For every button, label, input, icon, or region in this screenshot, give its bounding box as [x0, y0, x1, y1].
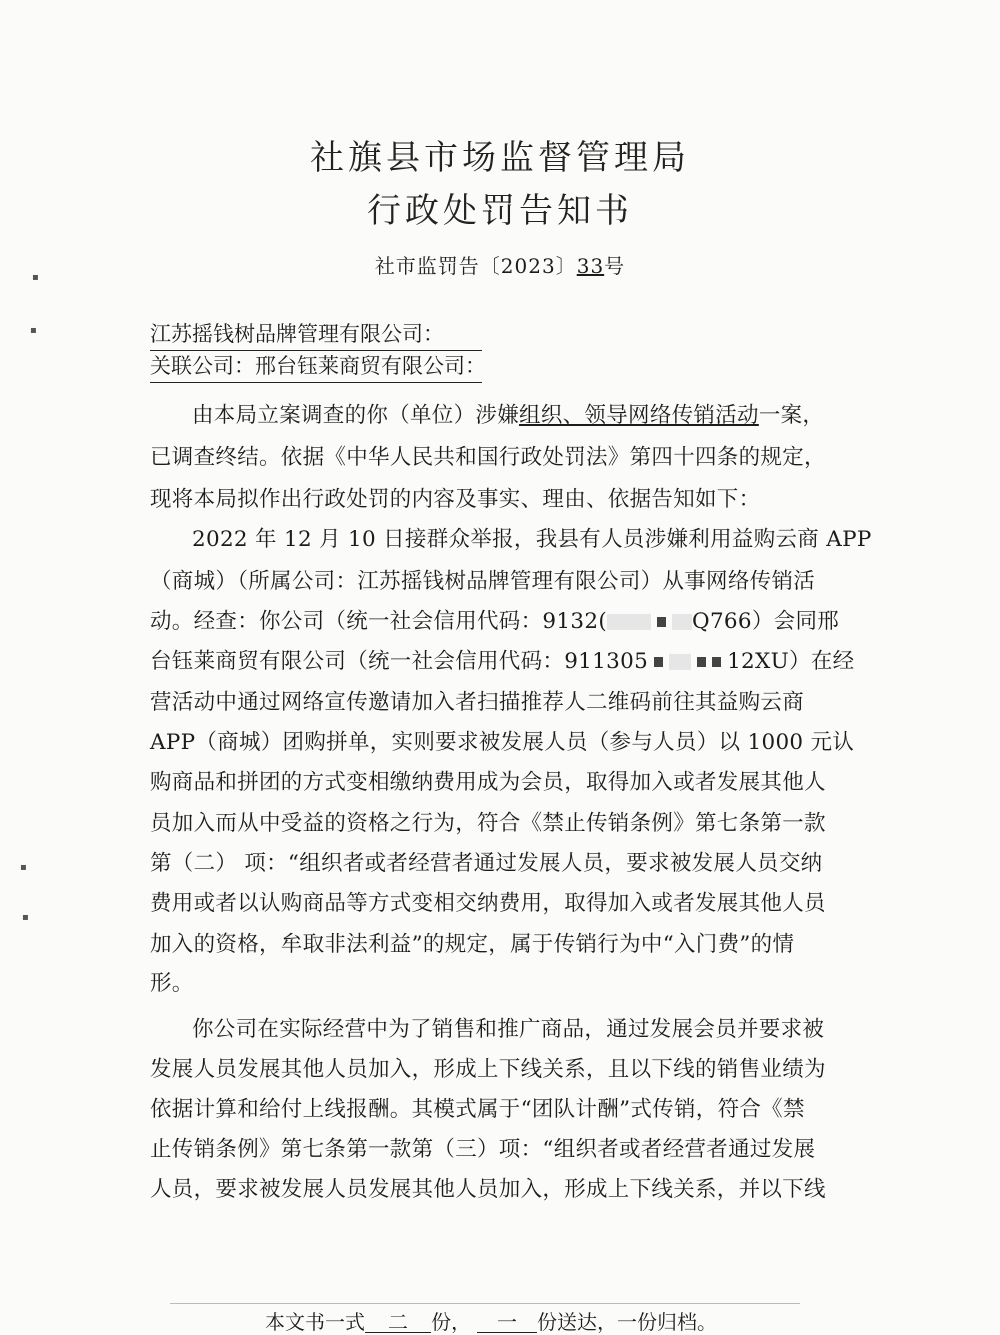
paragraph-2-line-10: 费用或者以认购商品等方式变相交纳费用，取得加入或者发展其他人员: [150, 891, 826, 916]
paragraph-2-line-2: （商城）（所属公司：江苏摇钱树品牌管理有限公司）从事网络传销活: [150, 569, 816, 594]
paragraph-2-line-9: 第（二） 项：“组织者或者经营者通过发展人员，要求被发展人员交纳: [150, 851, 823, 876]
paragraph-3-line-1: 你公司在实际经营中为了销售和推广商品，通过发展会员并要求被: [192, 1017, 825, 1042]
document-number-prefix: 社市监罚告〔2023〕: [374, 254, 577, 278]
paragraph-3-line-2: 发展人员发展其他人员加入，形成上下线关系，且以下线的销售业绩为: [150, 1057, 826, 1082]
paragraph-1-line-1: [192, 398, 824, 429]
footer-divider: [170, 1303, 800, 1304]
redaction-blur: [672, 614, 692, 630]
text-segment: 一案，: [758, 403, 825, 428]
document-number-suffix: 号: [604, 254, 626, 278]
scan-speck: ▪: [32, 272, 39, 283]
paragraph-3-line-3: 依据计算和给付上线报酬。其模式属于“团队计酬”式传销，符合《禁: [150, 1097, 805, 1122]
scan-speck: ▪: [20, 862, 27, 873]
document-number-value: 33: [576, 254, 605, 278]
copies-count: 二: [365, 1312, 431, 1333]
document-title-line2: 行政处罚告知书: [367, 191, 633, 231]
redaction-block: [697, 657, 706, 667]
case-name: 组织、领导网络传销活动: [519, 403, 759, 428]
paragraph-2-line-3: [150, 604, 839, 635]
paragraph-1-line-3: 现将本局拟作出行政处罚的内容及事实、理由、依据告知如下：: [150, 487, 761, 512]
text-segment: 台钰莱商贸有限公司（统一社会信用代码：911305: [150, 649, 649, 674]
paragraph-2-line-6: APP（商城）团购拼单，实则要求被发展人员（参与人员）以 1000 元认: [150, 730, 855, 755]
redaction-block: [657, 617, 666, 627]
paragraph-3-line-5: 人员，要求被发展人员发展其他人员加入，形成上下线关系，并以下线: [150, 1177, 826, 1202]
footer-text: 份送达，一份归档。: [537, 1310, 717, 1334]
footer-text: 份，: [431, 1310, 471, 1334]
recipient-company: 江苏摇钱树品牌管理有限公司：: [150, 318, 482, 351]
document-number: [0, 250, 1000, 279]
scan-speck: ▪: [22, 912, 29, 923]
text-segment: Q766）会同邢: [692, 609, 840, 634]
paragraph-2-line-5: 营活动中通过网络宣传邀请加入者扫描推荐人二维码前往其益购云商: [150, 690, 805, 715]
redaction-block: [712, 657, 721, 667]
paragraph-2-line-1: 2022 年 12 月 10 日接群众举报，我县有人员涉嫌利用益购云商 APP: [192, 527, 872, 552]
paragraph-2-line-11: 加入的资格，牟取非法利益”的规定，属于传销行为中“入门费”的情: [150, 932, 795, 957]
footer-prefix: 本文书一式: [265, 1310, 365, 1334]
text-segment: 由本局立案调查的你（单位）涉嫌: [192, 403, 520, 428]
text-segment: 12XU）在经: [727, 649, 855, 674]
paragraph-2-line-8: 员加入而从中受益的资格之行为，符合《禁止传销条例》第七条第一款: [150, 811, 826, 836]
paragraph-2-line-4: [150, 644, 854, 675]
served-count: 一: [477, 1312, 537, 1333]
paragraph-3-line-4: 止传销条例》第七条第一款第（三）项：“组织者或者经营者通过发展: [150, 1137, 816, 1162]
paragraph-1-line-2: 已调查终结。依据《中华人民共和国行政处罚法》第四十四条的规定，: [150, 445, 826, 470]
document-title-line1: 社旗县市场监督管理局: [310, 138, 690, 178]
footer-note: [265, 1306, 717, 1335]
paragraph-2-line-12: 形。: [150, 971, 194, 996]
scan-speck: ▪: [30, 325, 37, 336]
text-segment: 动。经查：你公司（统一社会信用代码：9132(: [150, 609, 608, 634]
recipient-related-company: 关联公司：邢台钰莱商贸有限公司：: [150, 350, 482, 383]
redaction-blur: [607, 614, 651, 630]
paragraph-2-line-7: 购商品和拼团的方式变相缴纳费用成为会员，取得加入或者发展其他人: [150, 770, 826, 795]
redaction-block: [654, 657, 663, 667]
redaction-blur: [669, 654, 691, 670]
